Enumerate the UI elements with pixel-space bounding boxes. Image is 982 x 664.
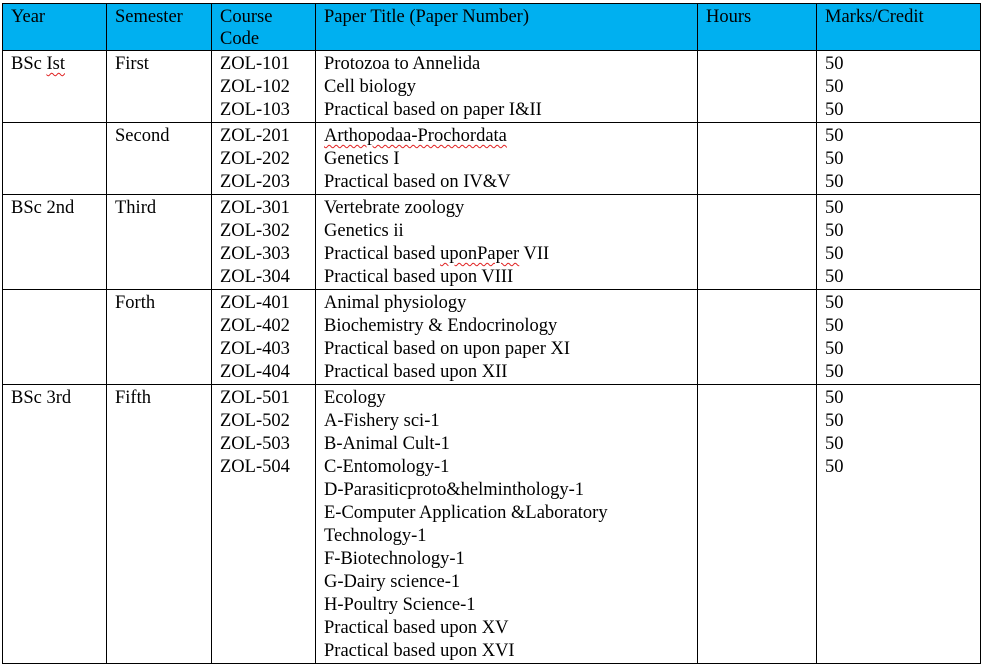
header-semester: Semester: [107, 4, 212, 51]
paper-title: D-Parasiticproto&helminthology-1: [324, 480, 584, 500]
semester-cell: Forth: [107, 290, 212, 385]
header-paper-title: Paper Title (Paper Number): [316, 4, 698, 51]
year-cell: BSc 3rd: [3, 385, 107, 664]
year-cell: [3, 123, 107, 195]
paper-title: B-Animal Cult-1: [324, 434, 450, 454]
hours-cell: [698, 123, 817, 195]
paper-title: Cell biology: [324, 77, 416, 97]
semester-cell: First: [107, 51, 212, 123]
year-cell: [3, 290, 107, 385]
syllabus-table: [2, 3, 981, 664]
marks-value: 50: [825, 267, 844, 287]
header-row: [3, 4, 981, 51]
semester-cell: Third: [107, 195, 212, 290]
paper-title: Arthopodaa-Prochordata: [324, 126, 507, 146]
course-code: ZOL-103: [220, 100, 290, 120]
semester-cell: Fifth: [107, 385, 212, 664]
marks-value: 50: [825, 221, 844, 241]
table-row: [3, 290, 981, 385]
paper-title: F-Biotechnology-1: [324, 549, 465, 569]
course-code: ZOL-504: [220, 457, 290, 477]
header-hours: Hours: [698, 4, 817, 51]
table-row: [3, 123, 981, 195]
course-code: ZOL-501: [220, 388, 290, 408]
paper-title: Practical based upon VIII: [324, 267, 514, 287]
paper-title: Practical based uponPaper VII: [324, 244, 550, 264]
paper-title: Practical based on IV&V: [324, 172, 511, 192]
paper-title-cell: [316, 195, 698, 290]
paper-title: H-Poultry Science-1: [324, 595, 476, 615]
paper-title-cell: [316, 123, 698, 195]
paper-title: Practical based upon XVI: [324, 641, 515, 661]
marks-value: 50: [825, 434, 844, 454]
paper-title: Biochemistry & Endocrinology: [324, 316, 558, 336]
paper-title-cell: [316, 385, 698, 664]
course-code: ZOL-404: [220, 362, 290, 382]
paper-title-cell: [316, 290, 698, 385]
marks-value: 50: [825, 54, 844, 74]
marks-value: 50: [825, 362, 844, 382]
course-code: ZOL-301: [220, 198, 290, 218]
marks-cell: [817, 51, 981, 123]
course-code: ZOL-403: [220, 339, 290, 359]
course-code: ZOL-102: [220, 77, 290, 97]
paper-title: Practical based on upon paper XI: [324, 339, 571, 359]
paper-title: Vertebrate zoology: [324, 198, 465, 218]
marks-value: 50: [825, 100, 844, 120]
course-code: ZOL-503: [220, 434, 290, 454]
hours-cell: [698, 195, 817, 290]
marks-value: 50: [825, 77, 844, 97]
marks-value: 50: [825, 293, 844, 313]
marks-value: 50: [825, 388, 844, 408]
header-course-code: Course Code: [212, 4, 316, 51]
paper-title: Genetics I: [324, 149, 400, 169]
header-marks: Marks/Credit: [817, 4, 981, 51]
course-code: ZOL-401: [220, 293, 290, 313]
course-code: ZOL-101: [220, 54, 290, 74]
course-code: ZOL-502: [220, 411, 290, 431]
paper-title: Practical based on paper I&II: [324, 100, 542, 120]
hours-cell: [698, 290, 817, 385]
paper-title: C-Entomology-1: [324, 457, 450, 477]
table-row: [3, 195, 981, 290]
course-code: ZOL-402: [220, 316, 290, 336]
marks-cell: [817, 290, 981, 385]
course-code: ZOL-303: [220, 244, 290, 264]
marks-cell: [817, 123, 981, 195]
paper-title: Animal physiology: [324, 293, 467, 313]
marks-value: 50: [825, 457, 844, 477]
paper-title: Genetics ii: [324, 221, 404, 241]
hours-cell: [698, 51, 817, 123]
hours-cell: [698, 385, 817, 664]
course-code: ZOL-302: [220, 221, 290, 241]
table-row: [3, 51, 981, 123]
course-code-cell: [212, 51, 316, 123]
course-code: ZOL-202: [220, 149, 290, 169]
course-code: ZOL-304: [220, 267, 290, 287]
marks-value: 50: [825, 149, 844, 169]
course-code-cell: [212, 123, 316, 195]
course-code-cell: [212, 195, 316, 290]
paper-title: Practical based upon XV: [324, 618, 509, 638]
marks-cell: [817, 195, 981, 290]
course-code-cell: [212, 290, 316, 385]
marks-value: 50: [825, 244, 844, 264]
marks-value: 50: [825, 339, 844, 359]
marks-value: 50: [825, 316, 844, 336]
marks-value: 50: [825, 172, 844, 192]
course-code: ZOL-203: [220, 172, 290, 192]
marks-value: 50: [825, 198, 844, 218]
header-year: Year: [3, 4, 107, 51]
paper-title: Ecology: [324, 388, 386, 408]
year-cell: BSc Ist: [3, 51, 107, 123]
semester-cell: Second: [107, 123, 212, 195]
paper-title: A-Fishery sci-1: [324, 411, 440, 431]
marks-value: 50: [825, 126, 844, 146]
marks-value: 50: [825, 411, 844, 431]
marks-cell: [817, 385, 981, 664]
paper-title: Protozoa to Annelida: [324, 54, 481, 74]
paper-title: Practical based upon XII: [324, 362, 508, 382]
course-code-cell: [212, 385, 316, 664]
year-cell: BSc 2nd: [3, 195, 107, 290]
paper-title: G-Dairy science-1: [324, 572, 461, 592]
paper-title: E-Computer Application &Laboratory Technology-1: [324, 503, 608, 546]
table-row: [3, 385, 981, 664]
course-code: ZOL-201: [220, 126, 290, 146]
paper-title-cell: [316, 51, 698, 123]
